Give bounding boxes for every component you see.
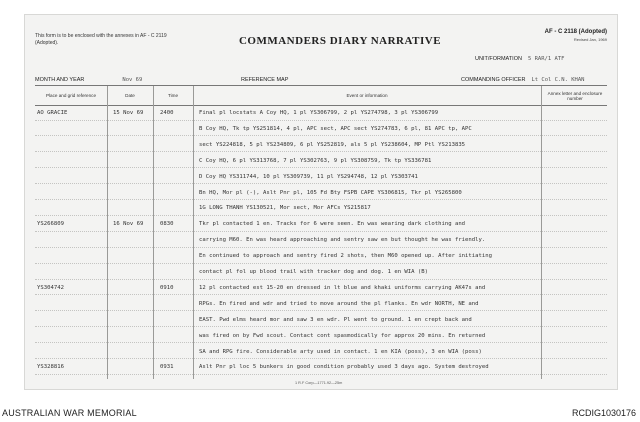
unit-value: 5 RAR/1 ATF [527, 56, 565, 62]
reference-map [241, 76, 288, 83]
cell-time: 0830 [160, 221, 174, 228]
table-row [35, 266, 609, 278]
unit-label: UNIT/FORMATION [475, 56, 522, 62]
cell-event: EAST. Pwd elms heard mor and saw 3 en wdr. Pl went to ground. 1 en crept back and [199, 316, 472, 323]
ruled-line [35, 231, 607, 232]
table-row [35, 218, 609, 230]
table-row [35, 330, 609, 342]
col-header-annex: Annex letter and enclosure number [547, 90, 603, 101]
table-row [35, 282, 609, 294]
cell-event: D Coy HQ YS311744, 10 pl YS309739, 11 pl YS294748, 12 pl YS303741 [199, 173, 418, 180]
table-row [35, 155, 609, 167]
form-revised: Revised Jan, 1969 [573, 37, 607, 42]
cell-event: Aslt Pnr pl loc 5 bunkers in good condition probably used 3 days ago. System destroyed [199, 364, 489, 371]
diary-sheet [24, 14, 618, 390]
cell-event: sect YS224818, 5 pl YS234809, 6 pl YS252819, als 5 pl YS238604, MP Ptl YS213835 [199, 141, 466, 148]
table-row [35, 107, 609, 119]
cell-grid-reference: YS304742 [37, 284, 64, 291]
header-rule-top [35, 85, 607, 86]
ruled-line [35, 215, 607, 216]
table-row [35, 202, 609, 214]
cell-event: Bn HQ, Mor pl (-), Aslt Pnr pl, 105 Fd Bty FSPB CAPE YS306815, Tkr pl YS265800 [199, 189, 462, 196]
ruled-line [35, 294, 607, 295]
cell-time: 0931 [160, 364, 174, 371]
ruled-line [35, 183, 607, 184]
cell-event: C Coy HQ, 6 pl YS313768, 7 pl YS302763, 9 pl YS308759, Tk tp YS336781 [199, 157, 432, 164]
co-value: Lt Col C.N. KHAN [531, 77, 585, 83]
month-year [35, 76, 142, 83]
form-note: This form is to be enclosed with the annexes in AF - C 2119 (Adopted). [35, 33, 167, 46]
form-code: AF - C 2118 (Adopted) [544, 29, 607, 35]
ruled-line [35, 135, 607, 136]
cell-event: contact pl fol up blood trail with tracker dog and dog. 1 en WIA (B) [199, 269, 429, 275]
form-title: COMMANDERS DIARY NARRATIVE [238, 35, 442, 47]
table-row [35, 187, 609, 199]
ruled-line [35, 326, 607, 327]
form-print-code: 1 R.F Corp—1771.92—25m [295, 381, 343, 385]
cell-time: 0910 [160, 284, 174, 291]
ruled-line [35, 374, 607, 375]
ruled-line [35, 263, 607, 264]
cell-event: 12 pl contacted est 15-20 en dressed in lt blue and khaki uniforms carrying AK47s and [199, 284, 486, 291]
commanding-officer [461, 76, 584, 83]
ruled-line [35, 167, 607, 168]
table-row [35, 346, 609, 358]
unit-formation [475, 55, 564, 62]
ruled-line [35, 279, 607, 280]
cell-grid-reference: YS328816 [37, 364, 64, 371]
ruled-line [35, 310, 607, 311]
ruled-line [35, 199, 607, 200]
table-row [35, 361, 609, 373]
header-rule-bottom [35, 105, 607, 106]
cell-event: carrying M60. En was heard approaching and sentry saw en but thought he was friendly. [199, 237, 486, 244]
month-label: MONTH AND YEAR [35, 77, 85, 83]
cell-event: Final pl locstats A Coy HQ, 1 pl YS306799, 2 pl YS274798, 3 pl YS306799 [199, 110, 439, 116]
cell-event: SA and RPG fire. Considerable arty used in contact. 1 en KIA (poss), 3 en WIA (poss) [199, 348, 482, 355]
col-header-place: Place and grid reference [45, 93, 97, 99]
table-row [35, 139, 609, 151]
cell-date: 16 Nov 69 [113, 221, 144, 228]
cell-grid-reference: AO GRACIE [37, 110, 68, 116]
table-row [35, 171, 609, 183]
table-row [35, 298, 609, 310]
archive-id: RCDIG1030176 [571, 408, 636, 418]
archive-caption: AUSTRALIAN WAR MEMORIAL [2, 408, 137, 418]
cell-time: 2400 [160, 110, 174, 116]
cell-grid-reference: YS266809 [37, 221, 64, 228]
cell-event: 1G LONG THANH YS130521, Mor sect, Mor AFCs YS215817 [199, 205, 371, 212]
col-header-time: Time [167, 93, 179, 99]
table-row [35, 234, 609, 246]
ruled-line [35, 151, 607, 152]
ruled-line [35, 358, 607, 359]
ruled-line [35, 120, 607, 121]
co-label: COMMANDING OFFICER [461, 77, 526, 83]
cell-event: B Coy HQ, Tk tp YS251814, 4 pl, APC sect, APC sect YS274783, 6 pl, 81 APC tp, APC [199, 125, 472, 132]
col-header-date: Date [125, 93, 135, 99]
cell-date: 15 Nov 69 [113, 110, 144, 116]
cell-event: En continued to approach and sentry fired 2 shots, then M60 opened up. After initiating [199, 253, 492, 260]
ruled-line [35, 342, 607, 343]
table-row [35, 250, 609, 262]
month-value: Nov 69 [122, 77, 143, 83]
cell-event: RPGs. En fired and wdr and tried to move around the pl flanks. En wdr NORTH, NE and [199, 300, 479, 307]
cell-event: Tkr pl contacted 1 en. Tracks for 6 were seen. En was wearing dark clothing and [199, 221, 466, 228]
refmap-label: REFERENCE MAP [241, 77, 289, 83]
table-row [35, 123, 609, 135]
ruled-line [35, 247, 607, 248]
cell-event: was fired on by Fwd scout. Contact cont spasmodically for approx 20 mins. En returned [199, 332, 486, 339]
col-header-event: Event or information [346, 93, 388, 99]
table-row [35, 314, 609, 326]
